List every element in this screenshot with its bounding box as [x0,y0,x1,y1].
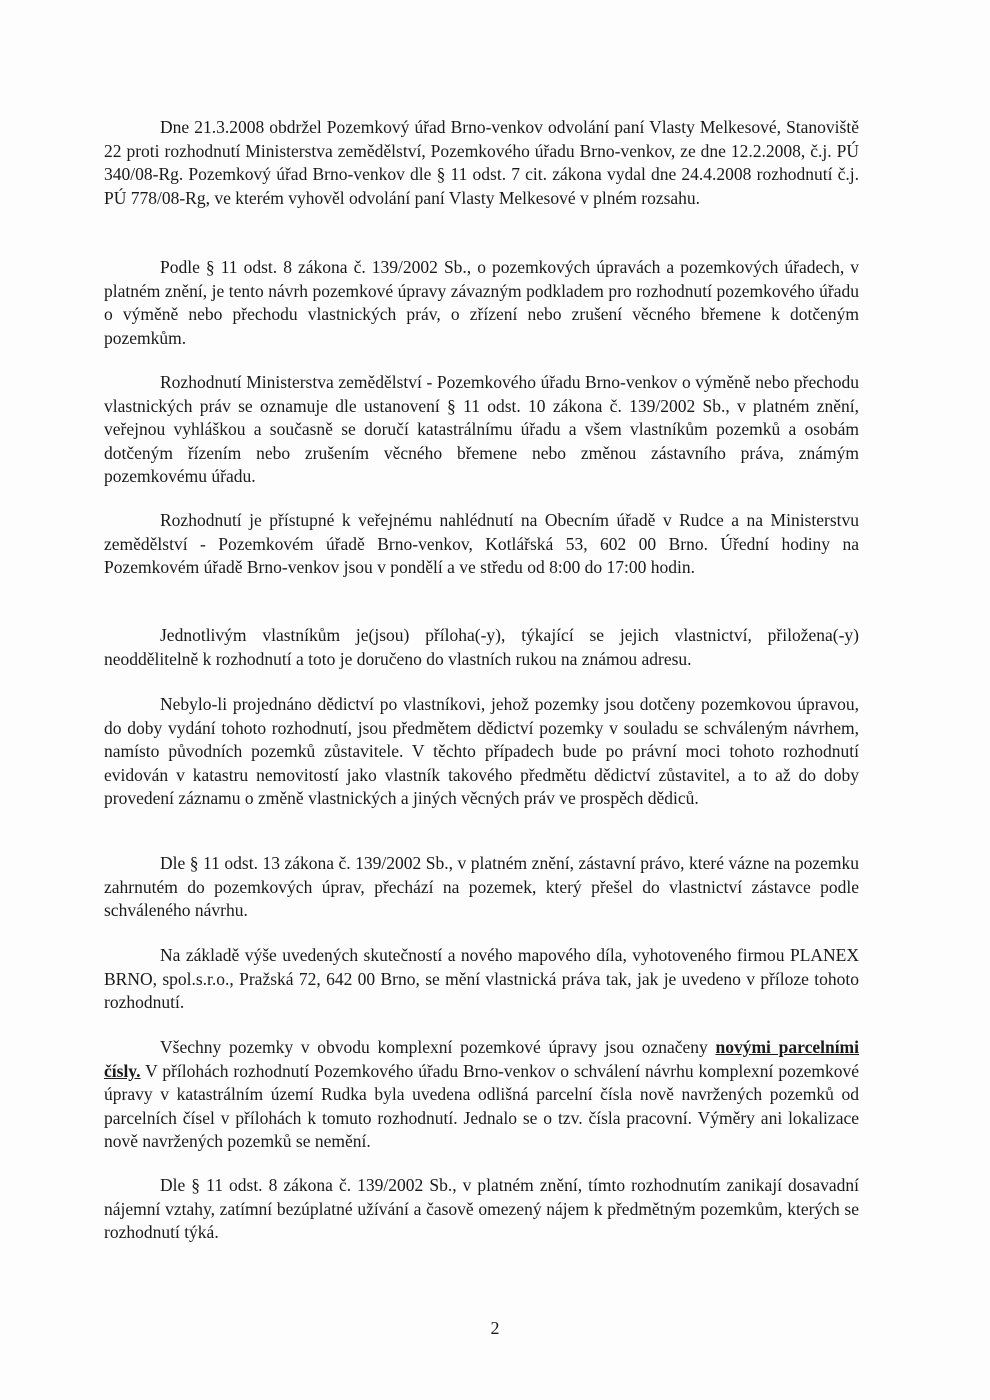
parcel-text-after: V přílohách rozhodnutí Pozemkového úřadu Brno-venkov o schválení návrhu komplexní pozemkové úpravy v katastrálním území Rudka byla uvedena odlišná parcelní čísla nově navržených pozemků od parcelních čísel v přílohách k tomuto rozhodnutí. Jednalo se o tzv. čísla pracovní. Výměry ani lokalizace nově navržených pozemků se nemění. [104,1060,859,1151]
paragraph-lease-termination: Dle § 11 odst. 8 zákona č. 139/2002 Sb., v platném znění, tímto rozhodnutím zanikají dosavadní nájemní vztahy, zatímní bezúplatné užívání a časově omezený nájem k předmětným pozemkům, kterých se rozhodnutí týká. [104,1175,859,1242]
paragraph-inheritance: Nebylo-li projednáno dědictví po vlastníkovi, jehož pozemky jsou dotčeny pozemkovou úpravou, do doby vydání tohoto rozhodnutí, jsou předmětem dědictví pozemky v souladu se schváleným návrhem, namísto původních pozemků zůstavitele. V těchto případech bude po právní moci tohoto rozhodnutí evidován v katastru nemovitostí jako vlastník takového předmětu dědictví zůstavitel, a to až do doby provedení záznamu o změně vlastnických a jiných věcných práv ve prospěch dědiců. [104,694,859,808]
parcel-text-before: Všechny pozemky v obvodu komplexní pozemkové úpravy jsou označeny [160,1037,716,1057]
paragraph-public-access: Rozhodnutí je přístupné k veřejnému nahlédnutí na Obecním úřadě v Rudce a na Ministerstvu zemědělství - Pozemkovém úřadě Brno-venkov, Kotlářská 53, 602 00 Brno. Úřední hodiny na Pozemkovém úřadě Brno-venkov jsou v pondělí a ve středu od 8:00 do 17:00 hodin. [104,510,859,577]
parcel-numbers-emphasis: novými parcelními čísly. [104,1037,859,1081]
paragraph-legal-basis: Podle § 11 odst. 8 zákona č. 139/2002 Sb., o pozemkových úpravách a pozemkových úřadech, v platném znění, je tento návrh pozemkové úpravy závazným podkladem pro rozhodnutí pozemkového úřadu o výměně nebo přechodu vlastnických práv, o zřízení nebo zrušení věcného břemene k dotčeným pozemkům. [104,257,859,348]
paragraph-appeal: Dne 21.3.2008 obdržel Pozemkový úřad Brno-venkov odvolání paní Vlasty Melkesové, Stanoviště 22 proti rozhodnutí Ministerstva zemědělství, Pozemkového úřadu Brno-venkov, ze dne 12.2.2008, č.j. PÚ 340/08-Rg. Pozemkový úřad Brno-venkov dle § 11 odst. 7 cit. zákona vydal dne 24.4.2008 rozhodnutí č.j. PÚ 778/08-Rg, ve kterém vyhověl odvolání paní Vlasty Melkesové v plném rozsahu. [104,117,859,208]
paragraph-notification: Rozhodnutí Ministerstva zemědělství - Pozemkového úřadu Brno-venkov o výměně nebo přechodu vlastnických práv se oznamuje dle ustanovení § 11 odst. 10 zákona č. 139/2002 Sb., v platném znění, veřejnou vyhláškou a současně se doručí katastrálnímu úřadu a všem vlastníkům pozemků a osobám dotčeným řízením nebo zrušením věcného břemene nebo změnou zástavního práva, známým pozemkovému úřadu. [104,372,859,486]
page-number: 2 [490,1318,500,1338]
paragraph-lien: Dle § 11 odst. 13 zákona č. 139/2002 Sb., v platném znění, zástavní právo, které vázne na pozemku zahrnutém do pozemkových úprav, přechází na pozemek, který přešel do vlastnictví zástavce podle schváleného návrhu. [104,853,859,920]
paragraph-ownership-change: Na základě výše uvedených skutečností a nového mapového díla, vyhotoveného firmou PLANEX BRNO, spol.s.r.o., Pražská 72, 642 00 Brno, se mění vlastnická práva tak, jak je uvedeno v příloze tohoto rozhodnutí. [104,945,859,1012]
paragraph-parcel-numbers [104,1036,859,1154]
paragraph-attachments: Jednotlivým vlastníkům je(jsou) příloha(-y), týkající se jejich vlastnictví, přiložena(-y) neoddělitelně k rozhodnutí a toto je doručeno do vlastních rukou na známou adresu. [104,625,859,669]
